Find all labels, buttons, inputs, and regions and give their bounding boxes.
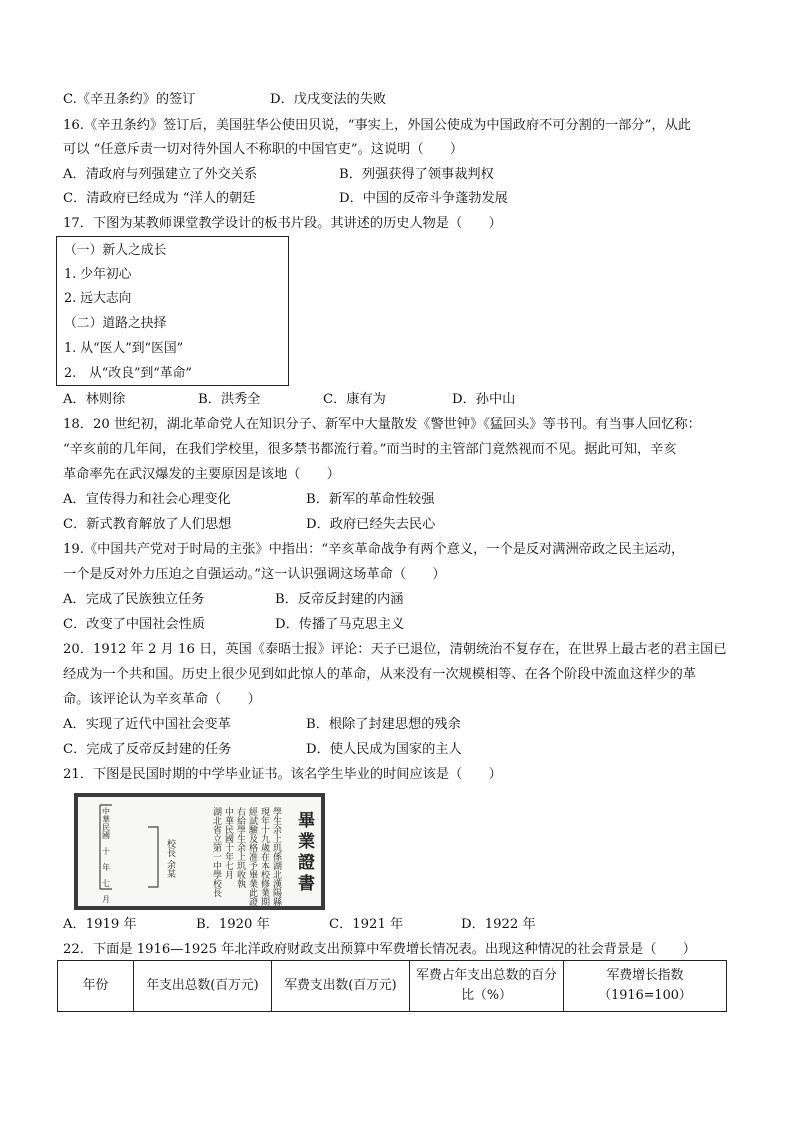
- q20-option-c: C．完成了反帝反封建的任务: [63, 742, 232, 757]
- q19-option-d: D．传播了马克思主义: [275, 617, 405, 632]
- q15-option-c: C.《辛丑条约》的签订: [63, 92, 196, 107]
- q20-stem-line1: 20．1912 年 2 月 16 日，英国《泰晤士报》评论：天子已退位，清朝统治不复存在，在世界上最古老的君主国已: [63, 642, 727, 657]
- q17-stem: 17．下图为某教师课堂教学设计的板书片段。其讲述的历史人物是（ ）: [63, 216, 502, 231]
- table-header-cell: 年支出总数(百万元): [134, 961, 272, 1012]
- q16-option-b: B．列强获得了领事裁判权: [339, 167, 494, 182]
- q20-option-b: B．根除了封建思想的残余: [306, 717, 461, 732]
- q21-option-d: D．1922 年: [461, 917, 536, 932]
- board-line: （二）道路之抉择: [64, 316, 167, 331]
- table-header-cell: 军费增长指数（1916=100）: [564, 961, 727, 1012]
- board-line: 1. 少年初心: [64, 267, 132, 282]
- board-line: 1. 从“医人”到“医国”: [64, 341, 184, 356]
- q16-option-c: C．清政府已经成为 “洋人的朝廷: [63, 191, 256, 206]
- certificate-scan: [78, 797, 321, 906]
- q16-option-a: A．清政府与列强建立了外交关系: [63, 167, 258, 182]
- table-header-cell: 军费支出数(百万元): [272, 961, 410, 1012]
- board-line: （一）新人之成长: [64, 243, 167, 258]
- cert-col-5: 中華民國十年七月: [223, 807, 233, 879]
- q21-option-c: C．1921 年: [329, 917, 404, 932]
- cert-date-line: 中華民國 十 年 七 月 十 日: [101, 807, 111, 906]
- cert-col-6: 湖北省立第一中學校長: [211, 807, 221, 897]
- q20-stem-line3: 命。该评论认为辛亥革命（ ）: [63, 692, 261, 707]
- q18-option-a: A．宣传得力和社会心理变化: [63, 492, 231, 507]
- q19-stem-line1: 19.《中国共产党对于时局的主张》中指出：“辛亥革命战争有两个意义，一个是反对满洲帝政之民主运动，: [63, 542, 685, 557]
- q20-stem-line2: 经成为一个共和国。历史上很少见到如此惊人的革命，从来没有一次规模相等、在各个阶段中流血这样少的革: [63, 667, 696, 682]
- q19-option-c: C．改变了中国社会性质: [63, 617, 205, 632]
- q21-stem: 21．下图是民国时期的中学毕业证书。该名学生毕业的时间应该是（ ）: [63, 767, 502, 782]
- q19-stem-line2: 一个是反对外力压迫之自强运动。”这一认识强调这场革命（ ）: [63, 567, 446, 582]
- q18-option-c: C．新式教育解放了人们思想: [63, 517, 232, 532]
- q21-option-b: B．1920 年: [196, 917, 270, 932]
- cert-col-3: 經試驗及格准予畢業此證: [247, 807, 257, 906]
- q17-option-a: A．林则徐: [63, 392, 126, 407]
- q18-stem-line3: 革命率先在武汉爆发的主要原因是该地（ ）: [63, 467, 340, 482]
- q16-stem-line2: 可以 “任意斥责一切对待外国人不称职的中国官吏”。这说明（ ）: [63, 142, 464, 157]
- q20-option-a: A．实现了近代中国社会变革: [63, 717, 231, 732]
- q18-stem-line2: “辛亥前的几年间，在我们学校里，很多禁书都流行着。”而当时的主管部门竟然视而不见。据此可知，辛亥: [63, 442, 677, 457]
- q19-option-b: B．反帝反封建的内涵: [275, 592, 404, 607]
- q16-stem-line1: 16.《辛丑条约》签订后，美国驻华公使田贝说，“事实上，外国公使成为中国政府不可分割的一部分”，从此: [63, 118, 691, 133]
- q17-option-c: C．康有为: [323, 392, 386, 407]
- table-header-cell: 年份: [58, 961, 134, 1012]
- graduation-certificate-image: [74, 793, 325, 910]
- q17-option-b: B．洪秀全: [198, 392, 261, 407]
- q17-option-d: D．孙中山: [452, 392, 516, 407]
- q19-option-a: A．完成了民族独立任务: [63, 592, 205, 607]
- cert-col-right: 學生余上玑係湖北漢陽縣人: [271, 807, 281, 906]
- cert-col-2: 現年十九歲在本校修業期滿: [259, 807, 269, 906]
- military-expense-table: [57, 960, 727, 1012]
- table-header-cell: 军费占年支出总数的百分比（%）: [410, 961, 564, 1012]
- cert-signature: 校長 余某: [165, 839, 175, 878]
- q15-option-d: D．戊戌变法的失败: [270, 92, 387, 107]
- q18-stem-line1: 18．20 世纪初，湖北革命党人在知识分子、新军中大量散发《警世钟》《猛回头》等书刊。有当事人回忆称：: [63, 417, 701, 432]
- board-line: 2. 从“改良”到“革命”: [64, 366, 192, 381]
- board-line: 2. 远大志向: [64, 291, 132, 306]
- q20-option-d: D．使人民成为国家的主人: [306, 742, 462, 757]
- q21-option-a: A．1919 年: [63, 917, 137, 932]
- table-header-row: [58, 961, 727, 1012]
- q18-option-d: D．政府已经失去民心: [306, 517, 436, 532]
- q18-option-b: B．新军的革命性较强: [306, 492, 435, 507]
- q17-blackboard-box: [56, 236, 289, 386]
- cert-col-4: 右給學生余上玑收執: [235, 807, 245, 888]
- q22-stem: 22．下面是 1916—1925 年北洋政府财政支出预算中军费增长情况表。出现这种情况的社会背景是（ ）: [63, 942, 696, 957]
- q16-option-d: D．中国的反帝斗争蓬勃发展: [339, 191, 508, 206]
- cert-title: 畢業證書: [294, 811, 314, 895]
